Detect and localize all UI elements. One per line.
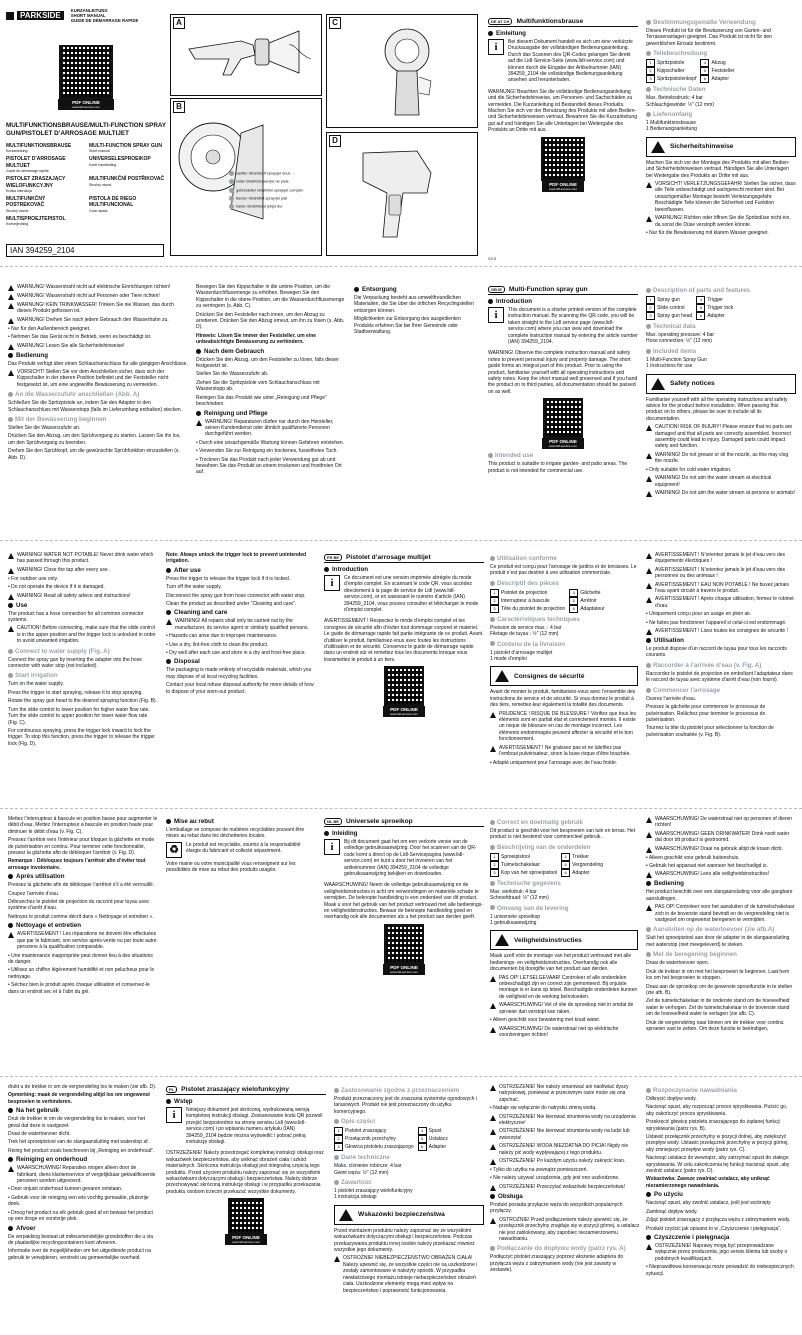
safety-heading: Veiligheidsinstructies — [490, 930, 638, 950]
warning-icon — [8, 626, 14, 632]
warning-icon — [646, 453, 652, 459]
pl-col-2: Zastosowanie zgodne z przeznaczeniem Produkt przeznaczony jest do zraszania systemów ogrodowych i tarasowych. Produkt nie jest przeznaczony do użytku komercyjnego. Opis części 1 Pistolet zraszający 2 Przełącznik przechylny 3 Głowica pistoletu zraszającego 4 Spust 5 Ustalacz 6 Adapter Dane techniczne Maks. ciśnienie robocze: 4 bar Gwint węża: ½" (12 mm) Zawartość 1 pistolet zraszający wielofunkcyjny 1 instrukcja obsługi Wskazówki bezpieczeństwa Przed montażem produktu należy zapoznać się ze wszystkimi wskazówkami dotyczącymi obsługi i bezpieczeństwa. Podczas przekazywania produktu innej osobie należy przekazać również wszystkie jego dokumenty. OSTROŻNIE! NIEBEZPIECZEŃSTWO OBRAŻEŃ CIAŁA! Należy upewnić się, że wszystkie części nie są uszkodzone i zostały zamontowane w należyty sposób. W przypadku niewłaściwego montażu istnieje niebezpieczeństwo obrażeń ciała. Uszkodzone elementy mogą mieć wpływ na bezpieczeństwo i poprawność funkcjonowania. — [334, 1084, 484, 1335]
product-item: MULTIFUNKČNÝ POSTREKOVAČ Stručný návod — [6, 196, 46, 213]
warning-icon — [196, 420, 202, 426]
warning-icon — [646, 568, 652, 574]
warning-icon — [8, 294, 14, 300]
pdf-online-badge[interactable]: PDF ONLINE www.lidl-service.com — [542, 181, 584, 192]
parts-table: 1 Sproeipistool 2 Tuimelschakelaar 3 Kop van het sproeipistool 4 Trekker 5 Vergrendeling 6 Adapter — [490, 853, 607, 877]
fr-col-3: AVERTISSEMENT ! N’orientez jamais le jet d’eau vers des équipements électriques ! AVERTISSEMENT ! N’orientez jamais le jet d’eau vers des personnes ou des animaux ! AVERTISSEMENT ! EAU NON POTABLE ! Ne buvez jamais l’eau ayant circulé à travers le produit. AVERTISSEMENT ! Après chaque utilisation, fermez le robinet d’eau. • Uniquement conçu pour un usage en plein air. • Ne faites pas fonctionner l’appareil si celui-ci est endommagé. AVERTISSEMENT ! Lisez toutes les consignes de sécurité ! Utilisation Le produit dispose d’un raccord de tuyau pour tous les raccords courants. Raccorder à l’arrivée d’eau (v. Fig. A) Raccordez le pistolet de projection en emboîtant l’adaptateur dans le raccord de tuyau avec système d’arrêt d’eau (non fourni). Commencer l’arrosage Ouvrez l’arrivée d’eau. Pressez la gâchette pour commencer le processus de pulvérisation. Relâchez pour terminer le processus de pulvérisation. Tournez la tête du pistolet pour sélectionner la fonction de pulvérisation souhaitée (v. Fig. B). — [646, 552, 794, 738]
en-col-1: GB IE Multi-Function spray gun Introduction i This document is a shorter printed version of the complete instruction manual. By scanning the QR code, you will be taken straight to the Lidl service page (www.lidl-service.com) where you can view and download the complete instruction manual by entering the article number (IAN) 394259_2104. WARNING! Observe the complete instruction manual and safety notes to prevent personal injury and property damage. The short guide forms an integral part of this product. Prior to using the product, familiarise yourself with all operating instructions and safety notes. Keep the short manual well preserved and if you hand the product on to third parties, all documentation should be passed on as well. PDF ONLINE www.lidl-service.com Intended use This product is suitable to irrigate garden- and patio areas. The product is not intended for commercial use. — [488, 286, 638, 474]
brand-icon — [6, 12, 14, 20]
warning-icon — [339, 1209, 353, 1221]
warning-icon — [490, 976, 496, 982]
qr-code[interactable] — [384, 924, 424, 964]
parts-table: 1 Spray gun 2 Slide control 3 Spray gun head 4 Trigger 5 Trigger lock 6 Adapter — [646, 296, 737, 320]
warning-icon — [8, 594, 14, 600]
warning-icon — [490, 712, 496, 718]
info-icon: i — [488, 39, 504, 55]
warning-icon — [8, 370, 14, 376]
band-fr-nl — [0, 812, 802, 1074]
warning-icon — [8, 553, 14, 559]
de-intro-column: DE AT CH Multifunktionsbrause Einleitung i Bei diesem Dokument handelt es sich um eine verkürzte Druckausgabe der vollständigen Bedienungsanleitung. Durch das Scannen des QR-Codes gelangen Sie direkt auf die Lidl-Service-Seite (www.lidl-service.com) und können durch die Eingabe der Artikelnummer (IAN) 394259_2104 die vollständige Bedienungsanleitung ansehen und herunterladen. WARNUNG! Beachten Sie die vollständige Bedienungsanleitung und die Sicherheitshinweise, um Personen- und Sachschäden zu vermeiden. Die Kurzanleitung ist Bestandteil dieses Produkts. Machen Sie sich vor der Benutzung des Produkts mit allen Bedien- und Sicherheitshinweisen vertraut. Bewahren Sie die Kurzanleitung gut auf und händigen Sie alle Unterlagen bei Weitergabe des Produkts an Dritte mit aus. PDF ONLINE www.lidl-service.com — [488, 18, 637, 191]
pdf-online-badge[interactable]: PDF ONLINE www.lidl-service.com — [383, 706, 425, 717]
warning-icon — [490, 1003, 496, 1009]
warning-icon — [490, 1218, 496, 1224]
warning-icon — [490, 1129, 496, 1135]
warning-icon — [490, 1085, 496, 1091]
warning-icon — [490, 1115, 496, 1121]
pl-col-4: Rozpoczynanie nawadniania Odkręcić dopływ wody. Nacisnąć spust, aby rozpocząć proces spryskiwania. Puścić go, aby zakończyć proces spryskiwania. Przekręcić głowicę pistoletu zraszającego do żądanej funkcji spryskiwania (patrz rys. B). Ustawić przełącznik przechylny w pozycji dolnej, aby zwiększyć przepływ wody. Ustawić przełącznik przechylny w pozycji górnej, aby zmniejszyć przepływ wody (patrz rys. C). Nacisnąć ustalacz do wewnątrz, aby zatrzymać spust do stałego spryskiwania. W celu zakończenia tej funkcji nacisnąć spust, aby zwolnić ustalacz (patrz rys. D). Wskazówka: Zawsze zwalniać ustalacz, aby uniknąć niezamierzonego nawadniania. Po użyciu Nacisnąć spust, aby zwolnić ustalacz, jeśli jest wciśnięty. Zamknąć dopływ wody. Zdjąć pistolet zraszający z przyłącza węża z zatrzymaniem wody. Produkt czyścić jak opisano to w „Czyszczenie i pielęgnacja“. Czyszczenie i pielęgnacja OSTRZEŻENIE! Naprawy mogą być przeprowadzane wyłącznie przez producenta, jego serwis klienta lub osoby o podobnych kwalifikacjach. • Nieprawidłowa konserwacja może prowadzić do niebezpiecznych sytuacji. — [646, 1087, 794, 1277]
qr-code[interactable] — [384, 666, 424, 706]
info-icon: i — [324, 839, 340, 855]
product-item: MULTIFUNKČNÍ POSTŘIKOVAČ Stručný návod — [89, 176, 165, 187]
info-icon: i — [324, 575, 340, 591]
parts-table: 1 Pistolet de projection 2 Interrupteur à bascule 3 Tête du pistolet de projection 4 Gâchette 5 Arrêtoir 6 Adaptateur — [490, 589, 609, 613]
warning-icon — [490, 1027, 496, 1033]
figure-c: C — [326, 14, 478, 128]
product-item: MULTI-FUNCTION SPRAY GUN Short manual — [89, 143, 162, 154]
safety-heading: Wskazówki bezpieczeństwa — [334, 1205, 484, 1225]
warning-icon — [646, 491, 652, 497]
pl-col-3: OSTRZEŻENIE! Nie należy smarować ani naoliwiać dyszy natryskowej, ponieważ w przeciwnym razie może się ona zapchać. • Nadaje się wyłącznie do natrysku zimną wodą. OSTRZEŻENIE! Nie kierować strumienia wody na urządzenia elektryczne! OSTRZEŻENIE! Nie kierować strumienia wody na ludzi lub zwierzęta! OSTRZEŻENIE! WODA NIEZDATNA DO PICIA! Nigdy nie należy pić wody wypływającej z tego produktu. OSTRZEŻENIE! Po każdym użyciu należy zakręcić kran. • Tylko do użytku na zewnątrz pomieszczeń. • Nie należy używać urządzenia, gdy jest ono uszkodzone. OSTRZEŻENIE! Przeczytać wskazówki bezpieczeństwa! Obsługa Produkt posiada przyłącze węża do wszystkich popularnych przyłączy. OSTROŻNIE! Przed podłączeniem należy upewnić się, że przełącznik przechylny znajduje się w pozycji górnej, a ustalacz nie jest zablokowany, aby zapobiec niezamierzonemu nawadnianiu. Podłączanie do dopływu wody (patrz rys. A) Podłączyć pistolet zraszający poprzez włożenie adaptera do przyłącza węża z zatrzymaniem wody (nie jest zawarty w zestawie). — [490, 1084, 640, 1274]
nl-col-3: WAARSCHUWING! De waterstraal niet op personen of dieren richten! WAARSCHUWING! GEEN DRINKWATER! Drink nooit water dat door dit product is gestroomd. WAARSCHUWING! Draai na gebruik altijd de kraan dicht. • Alleen geschikt voor gebruik buitenshuis. • Gebruik het apparaat niet wanneer het beschadigd is. WAARSCHUWING! Lees alle veiligheidsinstructies! Bediening Het product beschikt over een slangaansluiting voor alle gangbare aansluitingen. PAS OP! Controleer voor het aansluiten of de tuimelschakelaar zich in de bovenste stand bevindt en de vergrendeling niet is vastgezet om ongewenst beregenen te vermijden. Aansluiten op de watertoevoer (zie afb.A) Sluit het sproeipistool aan door de adapter in de slangaansluiting met waterstop (niet meegeleverd) te steken. Met de beregening beginnen Draai de watertoevoer open. Druk de trekker in om met het besproeien te beginnen. Laat hem los om het besproeien te stoppen. Draai aan de sproeikop om de gewenste sproeifunctie in te stellen (zie afb. B). Zet de tuimelschakelaar in de onderste stand om de hoeveelheid water te verhogen. Zet de tuimelschakelaar in de bovenste stand om de hoeveelheid water te verlagen (zie afb. C). Druk de vergrendeling naar binnen om de trekker voor continu sproeien vast te zetten. Om deze functie te beëindigen, — [646, 816, 795, 1032]
warning-icon — [334, 1256, 340, 1262]
info-icon: i — [488, 307, 504, 323]
warning-icon — [495, 670, 509, 682]
pl-col-1: PL Pistolet zraszający wielofunkcyjny Wstęp i Niniejszy dokument jest skróconą, wydrukowaną wersją kompletnej instrukcji obsługi. Zeskanowanie kodu QR pozwoli przejść bezpośrednio na stronę serwisu Lidl (www.lidl-service.com) i po wpisaniu numeru artykułu (IAN) 394259_2104 będzie można wyświetlić i pobrać pełną instrukcję obsługi. OSTRZEŻENIE! Należy przestrzegać kompletnej instrukcji obsługi oraz wskazówek bezpieczeństwa, aby uniknąć obrażeń ciała i szkód materialnych. Skrócona instrukcja obsługi jest integralną częścią tego produktu. Przed użyciem produktu należy zapoznać się ze wszystkimi wskazówkami dotyczącymi obsługi i bezpieczeństwa. Należy dobrze przechowywać skróconą instrukcję obsługi i w przypadku przekazania produktu osobom trzecim przekazać wszystkie dokumenty. PDF ONLINE www.lidl-service.com — [166, 1084, 326, 1335]
product-item: MULTISPROEJTEPISTOL Kortvejledning — [6, 215, 66, 227]
safety-heading: Sicherheitshinweise — [646, 137, 796, 157]
warning-icon — [8, 303, 14, 309]
warning-icon — [651, 141, 665, 153]
figure-panel — [170, 14, 480, 254]
warning-icon — [646, 817, 652, 823]
warning-icon — [646, 847, 652, 853]
ian-box: IAN 394259_2104 — [6, 244, 164, 257]
fr-col-1: FR BE Pistolet d’arrosage multijet Introduction i Ce document est une version imprimée abrégée du mode d’emploi complet. En scannant le code QR, vous accédez directement à la page de service de Lidl (www.lidl-service.com), et en saisissant le numéro d’article (IAN) 394259_2104, vous pouvez consulter et télécharger le mode d’emploi complet. AVERTISSEMENT ! Respectez le mode d’emploi complet et les consignes de sécurité afin d’éviter tout dommage corporel et matériel. Le guide de démarrage rapide fait partie intégrante de ce produit. Avant d’utiliser le produit, familiarisez-vous avec toutes les instructions d’utilisation et de sécurité. Conservez le guide de démarrage rapide dans un endroit sûr et remettez tous les documents lorsque vous transmettez le produit à un tiers. PDF ONLINE www.lidl-service.com — [324, 554, 483, 717]
product-list — [6, 143, 166, 226]
de-data-column: Bestimmungsgemäße Verwendung Dieses Produkt ist für die Bewässerung von Garten- und Terrassenanlagen geeignet. Das Produkt ist nicht für den gewerblichen Einsatz bestimmt. Teilebeschreibung 1 Spritzpistole 2 Kippschalter 3 Spritzpistolenkopf 4 Abzug 5 Feststeller 6 Adapter Technische Daten Max. Betriebsdruck: 4 bar Schlauchgewinde: ½" (12 mm) Lieferumfang 1 Multifunktionsbrause 1 Bedienungsanleitung Sicherheitshinweise Machen Sie sich vor der Montage des Produkts mit allen Bedien- und Sicherheitshinweisen vertraut. Händigen Sie alle Unterlagen bei Weitergabe des Produkts an Dritte mit aus. VORSICHT! VERLETZUNGSGEFAHR! Stellen Sie sicher, dass alle Teile unbeschädigt und sachgerecht montiert sind. Bei unsachgemäßer Montage besteht Verletzungsgefahr. Beschädigte Teile können die Sicherheit und Funktion beeinflussen. WARNUNG! Richten oder öffnen Sie die Spritzdüse nicht ein, da sonst die Düse verstopft werden könnte. • Nur für die Bewässerung mit klarem Wasser geeignet. — [646, 19, 796, 236]
de-col-1: WARNUNG! Wasserstrahl nicht auf elektrische Einrichtungen richten! WARNUNG! Wasserstrahl nicht auf Personen oder Tiere richten! WARNUNG! KEIN TRINKWASSER! Trinken Sie nie Wasser, das durch dieses Produkt geflossen ist. WARNUNG! Drehen Sie nach jedem Gebrauch den Wasserhahn zu. • Nur für den Außenbereich geeignet. • Nehmen Sie das Gerät nicht in Betrieb, wenn es beschädigt ist. WARNUNG! Lesen Sie alle Sicherheitshinweise! Bedienung Das Produkt verfügt über einen Schlauchanschluss für alle gängigen Anschlüsse. VORSICHT! Stellen Sie vor dem Anschließen sicher, dass sich der Kippschalter in der oberen Position befindet und der Feststeller nicht festgesetzt ist, um eine ungewollte Bewässerung zu vermeiden. An die Wasserzufuhr anschließen (Abb. A) Schließen Sie die Spritzpistole an, indem Sie den Adapter in den Schlauchanschluss mit Wasserstopp (falls im Lieferumfang enthalten) stecken. Mit der Bewässerung beginnen Stellen Sie die Wasserzufuhr an. Drücken Sie den Abzug, um den Sprühvorgang zu starten. Lassen Sie ihn los, um den Sprühvorgang zu beenden. Drehen Sie den Sprühkopf, um die gewünschte Sprühfunktion einzustellen (s. Abb. D). — [8, 284, 188, 461]
warning-icon — [646, 597, 652, 603]
spray-gun-illustration — [171, 15, 321, 95]
warning-icon — [646, 182, 652, 188]
fr-col-2: Utilisation conforme Ce produit est conçu pour l’arrosage de jardins et de terrasses. Le produit n’est pas destiné à une utilisation commerciale. Descriptif des pièces 1 Pistolet de projection 2 Interrupteur à bascule 3 Tête du pistolet de projection 4 Gâchette 5 Arrêtoir 6 Adaptateur Caractéristiques techniques Pression de service max. : 4 bar Filetage de tuyau : ½" (12 mm) Contenu de la livraison 1 pistolet d’arrosage multijet 1 mode d’emploi Consignes de sécurité Avant de monter le produit, familiarisez-vous avec l’ensemble des instructions de service et de sécurité. Si vous donnez le produit à des tiers, remettez-leur également la totalité des documents. PRUDENCE ! RISQUE DE BLESSURE ! Vérifiez que tous les éléments sont en parfait état et correctement montés. Il existe un risque de blessure en cas de montage incorrect. Les éléments endommagés peuvent affecter la sécurité et le bon fonctionnement. AVERTISSEMENT ! Ne graissez pas et ne lubrifiez pas l’embout pulvérisateur, sinon la buse risque d’être bouchée. • Adapté uniquement pour l’arrosage avec de l’eau froide. — [490, 555, 637, 766]
band-nl-pl — [0, 1080, 802, 1335]
nl-col-2: Correct en doelmatig gebruik Dit product is geschikt voor het besproeien van tuin en terras. Het product is niet bestemd voor commercieel gebruik. Beschrijving van de onderdelen 1 Sproeipistool 2 Tuimelschakelaar 3 Kop van het sproeipistool 4 Trekker 5 Vergrendeling 6 Adapter Technische gegevens Max. werkdruk: 4 bar Schroefdraad: ½" (12 mm) Omvang van de levering 1 universele sproeikop 1 gebruiksaanwijzing Veiligheidsinstructies Maak uzelf vóór de montage van het product vertrouwd met alle bedienings- en veiligheidsinstructies. Overhandig ook alle documenten bij doorgifte van het product aan derden. PAS OP! LETSELGEVAAR! Controleer of alle onderdelen onbeschadigd zijn en correct zijn gemonteerd. Bij onjuiste montage is er kans op letsel. Beschadigde onderdelen kunnen de veiligheid en de werking beïnvloeden. WAARSCHUWING! Vet of olie de sproeikop niet in omdat de sproeier dan verstopt kan raken. • Alleen geschikt voor bewatering met koud water. WAARSCHUWING! De waterstraal niet op elektrische voorzieningen richten! — [490, 819, 638, 1038]
parts-table: 1 Spritzpistole 2 Kippschalter 3 Spritzpistolenkopf 4 Abzug 5 Feststeller 6 Adapter — [646, 59, 739, 83]
qr-code[interactable] — [543, 398, 583, 438]
warning-icon — [166, 619, 172, 625]
fr-col-5: Mise au rebut L’emballage se compose de matières recyclables pouvant être mises au rebut dans les déchetteries locales. ♻ Le produit est recyclable, soumis à la responsabilité élargie du fabricant et collecté séparément. Votre mairie ou votre municipalité vous renseignent sur les possibilités de mise au rebut des produits usagés. — [166, 818, 305, 874]
warning-icon — [490, 746, 496, 752]
safety-heading: Consignes de sécurité — [490, 666, 638, 686]
pdf-online-badge[interactable]: PDF ONLINE www.lidl-service.com — [58, 99, 114, 110]
pdf-online-badge[interactable]: PDF ONLINE www.lidl-service.com — [225, 1234, 267, 1245]
warning-icon — [646, 425, 652, 431]
warning-icon — [8, 1166, 14, 1172]
parts-table: 1 Pistolet zraszający 2 Przełącznik przechylny 3 Głowica pistoletu zraszającego 4 Spust 5 Ustalacz 6 Adapter — [334, 1127, 452, 1151]
band-en-fr — [0, 544, 802, 806]
nl-col-1: NL BE Universele sproeikop Inleiding i Bij dit document gaat het om een verkorte versie van de volledige gebruiksaanwijzing. Door het scannen van de QR-code komt u direct op de Lidl-Servicepagina (www.lidl-service.com) en kunt u door het invoeren van het artikelnummer (IAN) 394259_2104 de volledige gebruiksaanwijzing bekijken en downloaden. WAARSCHUWING! Neem de volledige gebruiksaanwijzing en de veiligheidsinstructies in acht om verwondingen en materiële schade te vermijden. De beknopte handleiding is een onderdeel van dit product. Maak u voor het gebruik van het product vertrouwd met alle bedienings- en veiligheidsinstructies. Bewaar de beknopte handleiding goed en overhandig ook alle documenten als u het product aan derden geeft. PDF ONLINE www.lidl-service.com — [324, 818, 483, 974]
warning-icon — [651, 378, 665, 390]
warning-icon — [646, 553, 652, 559]
warning-icon — [646, 832, 652, 838]
warning-icon — [8, 285, 14, 291]
cover-band — [0, 0, 802, 262]
qr-code[interactable] — [59, 45, 113, 99]
cover-column — [6, 0, 166, 262]
product-item: MULTIFUNKTIONSBRAUSE Kurzanleitung — [6, 143, 72, 154]
product-item: UNIVERSELESPROEIKOP Korte handleiding — [89, 156, 151, 167]
figure-a: A — [170, 14, 322, 96]
page-id: V2.0 — [488, 256, 497, 261]
warning-icon — [490, 1185, 496, 1191]
warning-icon — [8, 932, 14, 938]
warning-icon — [490, 1144, 496, 1150]
spray-head-illustration — [327, 15, 477, 127]
safety-heading: Safety notices — [646, 374, 796, 394]
de-col-3: Entsorgung Die Verpackung besteht aus umweltfreundlichen Materialien, die Sie über die örtlichen Recyclingstellen entsorgen können. Möglichkeiten zur Entsorgung des ausgedienten Produkts erfahren Sie bei Ihrer Gemeinde oder Stadtverwaltung. — [354, 286, 474, 336]
warning-icon — [646, 476, 652, 482]
warning-icon — [8, 568, 14, 574]
recycle-icon: ♻ — [166, 842, 182, 858]
brand-logo: PARKSIDE KURZANLEITUNG SHORT MANUAL GUIDE DE DÉMARRAGE RAPIDE — [6, 8, 166, 23]
warning-icon — [646, 905, 652, 911]
fr-col-4: Mettez l’interrupteur à bascule en position basse pour augmenter le débit d’eau. Mettez l’interrupteur à bascule en position haute pour diminuer le débit d’eau (v. Fig. C). Pressez l’arrêtoir vers l’intérieur pour bloquer la gâchette en mode de pulvérisation en continu. Pour terminer cette fonctionnalité, pressez la gâchette afin de débloquer l’arrêtoir (v. Fig. D). Remarque : Débloquez toujours l’arrêtoir afin d’éviter tout arrosage involontaire. Après utilisation Pressez la gâchette afin de débloquer l’arrêtoir s’il a été verrouillé. Coupez l’arrivée d’eau. Débranchez le pistolet de projection du raccord pour tuyau avec système d’arrêt d’eau. Nettoyez le produit comme décrit dans « Nettoyage et entretien ». Nettoyage et entretien AVERTISSEMENT ! Les réparations ne doivent être effectuées que par le fabricant, son service après-vente ou par toute autre personne à la qualification comparable. • Une maintenance inappropriée peut donner lieu à des situations de danger. • Utilisez un chiffon légèrement humidifié et non pelucheux pour le nettoyage. • Séchez bien le produit après chaque utilisation et conservez-le dans un endroit sec et à l’abri du gel. — [8, 816, 158, 995]
figure-d: D — [326, 132, 478, 256]
en-col-4: Note: Always unlock the trigger lock to prevent unintended irrigation. After use Press the trigger to release the trigger lock if it is locked. Turn off the water supply. Disconnect the spray gun from hose connector with water stop. Clean the product as described under “Cleaning and care”. Cleaning and care WARNING! All repairs shall only be carried out by the manufacturer, its service agent or similarly qualified persons. • Hazards can arise due to improper maintenance. • Use a dry, lint-free cloth to clean the product. • Dry well after each use and store in a dry and frost-free place. Disposal The packaging is made entirely of recyclable materials, which you may dispose of at local recycling facilities. Contact your local refuse disposal authority for more details of how to dispose of your worn-out product. — [166, 552, 314, 695]
pdf-online-badge[interactable]: PDF ONLINE www.lidl-service.com — [542, 438, 584, 449]
warning-icon — [8, 344, 14, 350]
trigger-lock-illustration — [327, 133, 477, 255]
warning-icon — [646, 583, 652, 589]
qr-code[interactable] — [541, 137, 585, 181]
en-col-3: WARNING! WATER NOT POTABLE! Never drink water which has passed through this product. WARNING! Close the tap after every use. • For outdoor use only. • Do not operate the device if it is damaged. WARNING! Read all safety advice and instructions! Use The product has a hose connection for all common connector systems. CAUTION! Before connecting, make sure that the slide control is in the upper position and the trigger lock is unlocked in order to avoid unwanted irrigation. Connect to water supply (Fig. A) Connect the spray gun by inserting the adapter into the hose connector with water stop (not included). Start irrigation Turn on the water supply. Press the trigger to start spraying, release it to stop spraying. Rotate the spray gun head to the desired spraying function (Fig. B). Turn the slide control to lower position for higher water flow rate. Turn the slide control to upper position for lower water flow rate (Fig. C). For continuous spraying, press the trigger lock inward to lock the trigger. To stop this function, press the trigger to release the trigger lock (Fig. D). — [8, 552, 157, 747]
product-item: PISTOLET D’ARROSAGE MULTIJET Guide de démarrage rapide — [6, 156, 66, 174]
warning-icon — [646, 216, 652, 222]
pdf-online-badge[interactable]: PDF ONLINE www.lidl-service.com — [383, 964, 425, 975]
nl-col-4: drukt u de trekker in om de vergrendeling los te maken (zie afb. D). Opmerking: maak de vergrendeling altijd los om ongewenst besproeien te verhinderen. Na het gebruik Druk de trekker in om de vergrendeling los te maken, voor het geval dat deze is vastgezet. Draai de watertoevoer dicht. Trek het sproeipistool van de slangaansluiting met waterstop af. Reinig het product zoals beschreven bij „Reiniging en onderhoud“. Reiniging en onderhoud WAARSCHUWING! Reparaties mogen alleen door de fabrikant, diens klantenservice of vergelijkbaar gekwalificeerde personen worden uitgevoerd. • Door onjuist onderhoud kunnen gevaren ontstaan. • Gebruik voor de reiniging een iets vochtig gemaakte, pluisvrije doek. • Droog het product na elk gebruik goed af en bewaar het product op een droge en vorstvrije plek. Afvoer De verpakking bestaat uit milieuvriendelijke grondstoffen die u via de plaatselijke recyclingcontainers kunt afvoeren. Informatie over de mogelijkheden om het uitgediende product na gebruik te verwijderen, verstrekt uw gemeentelijke overheid. — [8, 1084, 157, 1261]
warning-icon — [8, 318, 14, 324]
warning-icon — [646, 629, 652, 635]
qr-code[interactable] — [228, 1198, 264, 1234]
de-col-2: Bewegen Sie den Kippschalter in die untere Position, um die Wasserdurchflussmenge zu erhöhen. Bewegen Sie den Kippschalter in die obere Position, um die Wasserdurchflussmenge zu verringern (s. Abb. C). Drücken Sie den Feststeller nach innen, um den Abzug zu arretieren. Drücken Sie den Abzug erneut, um ihn zu lösen (s. Abb. D). Hinweis: Lösen Sie immer den Feststeller, um eine unbeabsichtigte Bewässerung zu verhindern. Nach dem Gebrauch Drücken Sie den Abzug, um den Feststeller zu lösen, falls dieser festgesetzt ist. Stellen Sie die Wasserzufuhr ab. Ziehen Sie die Spritzpistole vom Schlauchanschluss mit Wasserstopp ab. Reinigen Sie das Produkt wie unter „Reinigung und Pflege“ beschrieben. Reinigung und Pflege WARNUNG! Reparaturen dürfen nur durch den Hersteller, seinen Kundendienst oder ähnlich qualifizierte Personen durchgeführt werden. • Durch eine unsachgemäße Wartung können Gefahren entstehen. • Verwenden Sie zur Reinigung ein trockenes, fusselfreies Tuch. • Trocknen Sie das Produkt nach jeder Verwendung gut ab und bewahren Sie das Produkt an einem trockenen und frostfreien Ort auf. — [196, 284, 345, 476]
en-col-2: Description of parts and features 1 Spray gun 2 Slide control 3 Spray gun head 4 Trigger 5 Trigger lock 6 Adapter Technical data Max. operating pressure: 4 bar Hose connection: ½" (12 mm) Included items 1 Multi-Function Spray Gun 1 Instructions for use Safety notices Familiarise yourself with all the operating instructions and safety advice for the product before installation. When passing this product on to others, please be sure to include all its documentation. CAUTION! RISK OF INJURY! Please ensure that no parts are damaged and that all parts are correctly assembled. Incorrect assembly could lead to injury. Damaged parts could impact safety and function. WARNING! Do not grease or oil the nozzle, as this may clog the nozzle. • Only suitable for cold water irrigation. WARNING! Do not aim the water stream at electrical equipment! WARNING! Do not aim the water stream at persons or animals! — [646, 287, 796, 496]
warning-icon — [495, 934, 509, 946]
warning-icon — [646, 872, 652, 878]
figure-b: B sanfter Strahl/soft spray/jet doux voller Strahl/shower/jet de pluie gebündelter Strahl/full spray/jet complet flacher Strahl/flat spray/jet plat harter Strahl/fixed jet/jet dur — [170, 98, 322, 256]
warning-icon — [490, 1159, 496, 1165]
spray-pattern-legend: sanfter Strahl/soft spray/jet doux voller Strahl/shower/jet de pluie gebündelter Strahl/full spray/jet complet flacher Strahl/flat spray/jet plat harter Strahl/fixed jet/jet dur — [229, 171, 319, 212]
warning-icon — [646, 1244, 652, 1250]
product-item: PISTOLET ZRASZAJĄCY WIELOFUNKCYJNY Krótka instrukcja — [6, 176, 66, 194]
band-de-en — [0, 270, 802, 538]
product-title: MULTIFUNKTIONSBRAUSE/MULTI-FUNCTION SPRAY GUN/PISTOLET D’ARROSAGE MULTIJET — [6, 122, 166, 137]
info-icon: i — [166, 1107, 182, 1123]
product-item: PISTOLA DE RIEGO MULTIFUNCIONAL Guía rápida — [89, 196, 137, 213]
